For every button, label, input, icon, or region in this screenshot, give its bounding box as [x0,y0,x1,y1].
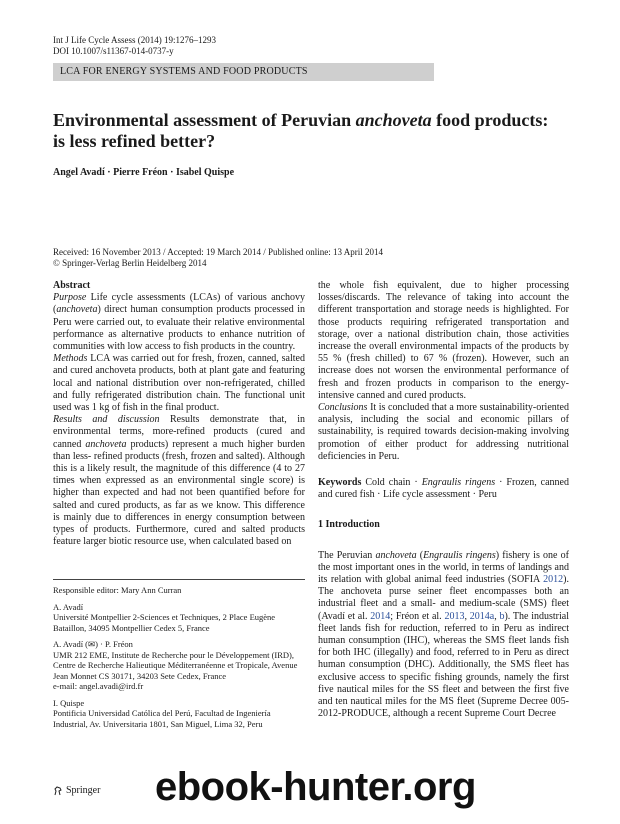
abstract-left-column [53,280,305,548]
abstract-conclusions: Conclusions It is concluded that a more sustainability-oriented analysis, including the social and economic pillars of sustainability, is required towards decision-making involving promotion of either product for addressing nutritional deficiencies in Peru. [318,402,569,462]
footnotes [53,585,305,729]
received-dates: Received: 16 November 2013 / Accepted: 19 March 2014 / Published online: 13 April 2014 [53,247,383,257]
affiliation-1: Université Montpellier 2-Sciences et Techniques, 2 Place Eugène Bataillon, 34095 Montpellier Cedex 5, France [53,612,276,633]
section-label: LCA FOR ENERGY SYSTEMS AND FOOD PRODUCTS [60,66,308,77]
affiliation-2-name: A. Avadí (✉) · P. Fréon [53,639,133,649]
introduction-heading: 1 Introduction [318,519,380,531]
watermark: ebook-hunter.org [155,765,476,809]
keywords: Keywords Cold chain · Engraulis ringens · Frozen, canned and cured fish · Life cycle assessment · Peru [318,477,569,501]
citation-link[interactable]: b [499,610,505,622]
doi: DOI 10.1007/s11367-014-0737-y [53,46,174,56]
publisher-name: Springer [66,785,101,796]
author-list: Angel Avadí · Pierre Fréon · Isabel Quispe [53,167,235,178]
section-banner [53,63,434,81]
affiliation-1-name: A. Avadí [53,601,84,612]
footnote-divider [53,579,305,580]
article-title: Environmental assessment of Peruvian anchoveta food products: is less refined better? [53,110,549,151]
citation-link[interactable]: 2013 [444,610,465,622]
affiliation-2: UMR 212 EME, Institute de Recherche pour le Développement (IRD), Centre de Recherche Halieutique Méditerranéenne et Tropicale, Avenue Jean Monnet CS 30171, 34203 Sete Cedex, France [53,649,298,681]
abstract-methods: Methods LCA was carried out for fresh, frozen, canned, salted and cured anchoveta products, both at plant gate and featuring local and national distribution over non-refrigerated, chilled and fully refrigerated distribution chain. The functional unit used was 1 kg of fish in the final product. [53,353,305,414]
journal-header [53,35,216,57]
abstract-heading: Abstract [53,280,91,291]
abstract-purpose: Purpose Life cycle assessments (LCAs) of various anchovy (anchoveta) direct human consumption products processed in Peru were carried out, to evaluate their relative environmental performance as alternative products to enhance nutrition of communities with low access to fish products in the country. [53,292,305,353]
introduction-text: The Peruvian anchoveta (Engraulis ringens) fishery is one of the most important ones in the world, in terms of landings and its relation with global animal feed industries (SOFIA 2012). The anchoveta purse seiner fleet encompasses both an industrial fleet and a small- and medium-scale (SMS) fleet (Avadí et al. 2014; Fréon et al. 2013, 2014a, b). The industrial fleet lands fish for reduction, referred to in Peru as indirect human consumption (IHC), whereas the SMS fleet lands fish for both IHC (illegally) and food, referred to in Peru as direct human consumption (DHC). Additionally, the SMS fleet has exclusive access to specific fishing grounds, namely the first five nautical miles for the SS fleet and between the first five and ten nautical miles for the MS fleet (Supreme Decree 005-2012-PRODUCE, although a recent Supreme Court Decree [318,549,569,720]
received-info [53,247,573,269]
right-column [318,280,569,721]
affiliation-3-name: I. Quispe [53,697,85,708]
citation-link[interactable]: 2014 [370,610,391,622]
citation-link[interactable]: 2014a [469,610,495,622]
citation-link[interactable]: 2012 [543,574,564,586]
responsible-editor: Responsible editor: Mary Ann Curran [53,585,182,595]
journal-citation: Int J Life Cycle Assess (2014) 19:1276–1293 [53,35,216,45]
abstract-results: Results and discussion Results demonstrate that, in environmental terms, more-refined products (cured and canned anchoveta products) represent a much higher burden than less- refined products (fresh, frozen and salted). Although this is a likely result, the magnitude of this difference (4 to 27 times when expressed as an environmental single score) is higher than expected and had not been quantified before for salted and cured products, as far as we know. This difference is mainly due to differences in energy consumption between types of products. Furthermore, cured and salted products feature larger biotic resource use, when calculated based on [53,414,306,548]
affiliation-3: Pontificia Universidad Católica del Perú, Facultad de Ingeniería Industrial, Av. Universitaria 1801, San Miguel, Lima 32, Peru [53,708,271,729]
publisher-mark [53,785,100,796]
abstract-results-continued: the whole fish equivalent, due to higher processing losses/discards. The relevance of taking into account the different transportation and storage needs is highlighted. For those products requiring refrigerated transportation and storage, over a national distribution chain, those activities increase the overall environmental impacts of the products by 55 % (fresh chilled) to 67 % (frozen). However, such an increase does not worsen the environmental performance of fresh and frozen products in comparison to the energy-intensive canned and cured products. [318,280,569,401]
springer-horse-icon [53,786,63,796]
copyright: © Springer-Verlag Berlin Heidelberg 2014 [53,258,207,268]
corresponding-email[interactable]: e-mail: angel.avadi@ird.fr [53,681,144,691]
